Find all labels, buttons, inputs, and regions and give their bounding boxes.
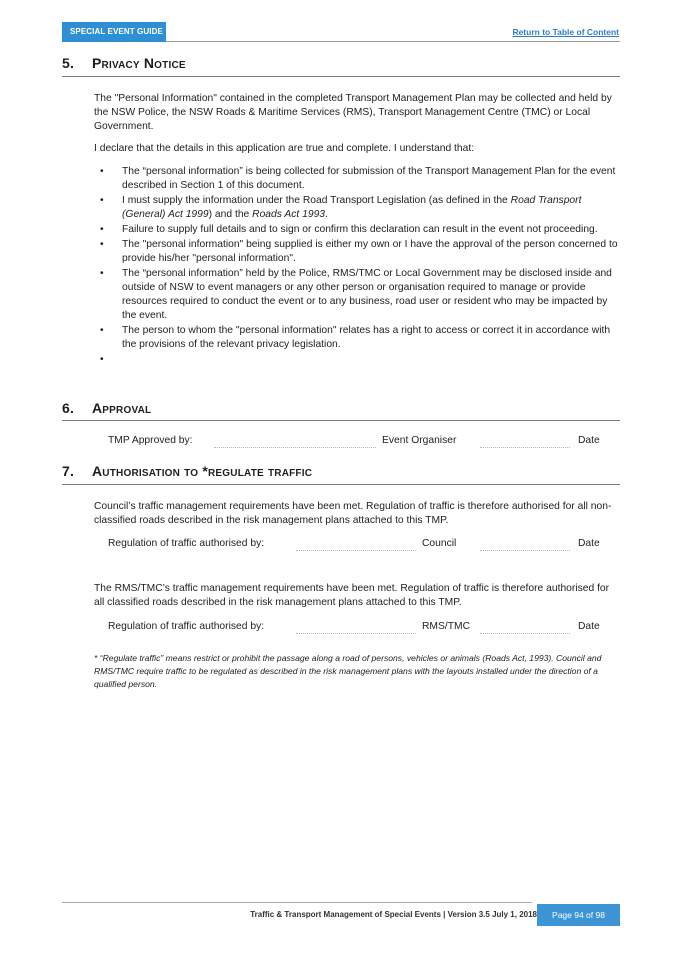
rms-date-field[interactable] (480, 633, 570, 634)
declaration-bullet-list (94, 165, 620, 368)
section-number: 5. (62, 55, 75, 71)
section-divider (62, 76, 620, 77)
section-title: Approval (92, 400, 152, 416)
rms-authorised-by-label: Regulation of traffic authorised by: (108, 621, 265, 632)
section-number: 6. (62, 400, 75, 416)
council-role-label: Council (422, 538, 457, 549)
section-divider (62, 484, 620, 485)
approval-date-field[interactable] (480, 447, 570, 448)
page-number-badge: Page 94 of 98 (537, 904, 620, 926)
list-item: • I must supply the information under the Road Transport Legislation (as defined in the Road Transport (General) Act 1999) and the Roads Act 1993. (100, 195, 582, 220)
council-authorisation-paragraph: Council’s traffic management requirements have been met. Regulation of traffic is therefore authorised for all non-classified roads described in the risk management plans attached to this TMP. (94, 501, 612, 526)
council-authorised-by-label: Regulation of traffic authorised by: (108, 538, 265, 549)
list-item-empty (94, 353, 620, 367)
list-item: • The “personal information” held by the Police, RMS/TMC or Local Government may be disclosed inside and outside of NSW to event managers or any other person or organisation required to manage or provide resources required to conduct the event or to any business, road user or resident who may be impacted by the event. (100, 268, 612, 321)
council-signature-row (108, 538, 620, 554)
council-signature-field[interactable] (296, 550, 416, 551)
bullet-icon: • (100, 325, 104, 336)
date-label: Date (578, 435, 600, 446)
declaration-paragraph: I declare that the details in this application are true and complete. I understand that: (94, 143, 475, 154)
section-5-heading (62, 55, 186, 71)
section-6-heading (62, 400, 151, 416)
section-divider (62, 420, 620, 421)
return-to-toc-link[interactable]: Return to Table of Content (512, 27, 619, 37)
approved-by-signature-field[interactable] (214, 447, 376, 448)
date-label: Date (578, 538, 600, 549)
list-item: • Failure to supply full details and to sign or confirm this declaration can result in the event not proceeding. (100, 224, 598, 235)
rms-authorisation-paragraph: The RMS/TMC’s traffic management requirements have been met. Regulation of traffic is therefore authorised for all classified roads described in the risk management plans attached to this TMP. (94, 583, 610, 608)
approval-signature-row (108, 435, 620, 451)
section-title: Authorisation to *regulate traffic (92, 463, 313, 479)
bullet-icon: • (100, 166, 104, 177)
approved-by-label: TMP Approved by: (108, 435, 193, 446)
privacy-intro-paragraph: The "Personal Information" contained in the completed Transport Management Plan may be collected and held by the NSW Police, the NSW Roads & Maritime Services (RMS), Transport Management Centre (TMC) or Local Government. (94, 93, 612, 132)
footer-document-info: Traffic & Transport Management of Special Events | Version 3.5 July 1, 2018 (250, 910, 537, 919)
rms-signature-field[interactable] (296, 633, 416, 634)
bullet-icon: • (100, 224, 104, 235)
guide-header-tab: SPECIAL EVENT GUIDE (62, 22, 166, 42)
regulate-traffic-footnote: * “Regulate traffic” means restrict or prohibit the passage along a road of persons, vehicles or animals (Roads Act, 1993). Council and RMS/TMC require traffic to be regulated as described in the risk management plans with the layouts installed under the direction of a qualified person. (94, 653, 602, 689)
bullet-icon: • (100, 268, 104, 279)
list-item: • The "personal information" being supplied is either my own or I have the approval of the person concerned to provide his/her "personal information". (100, 239, 618, 264)
rms-signature-row (108, 621, 620, 637)
header-divider (166, 41, 620, 42)
list-item: • The person to whom the "personal information" relates has a right to access or correct it in accordance with the provisions of the relevant privacy legislation. (100, 325, 611, 350)
section-title: Privacy Notice (92, 55, 186, 71)
date-label: Date (578, 621, 600, 632)
bullet-icon: • (100, 239, 104, 250)
rms-role-label: RMS/TMC (422, 621, 471, 632)
section-number: 7. (62, 463, 75, 479)
bullet-icon: • (100, 195, 104, 206)
council-date-field[interactable] (480, 550, 570, 551)
footer-divider (62, 902, 532, 903)
event-organiser-label: Event Organiser (382, 435, 457, 446)
bullet-icon: • (100, 354, 104, 365)
list-item: • The “personal information” is being collected for submission of the Transport Management Plan for the event described in Section 1 of this document. (100, 166, 616, 191)
section-7-heading (62, 463, 312, 479)
